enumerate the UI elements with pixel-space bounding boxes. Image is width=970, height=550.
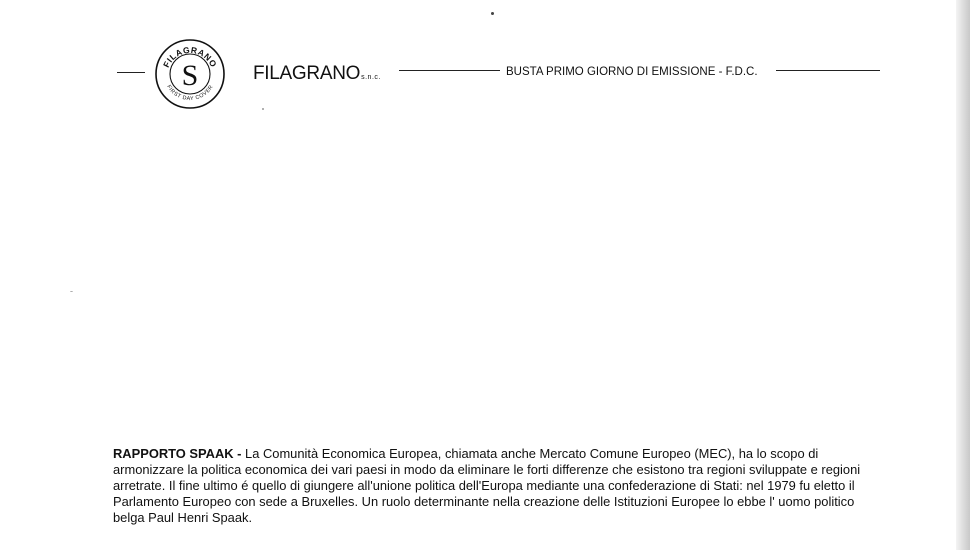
brand-name bbox=[253, 63, 381, 85]
note-title: RAPPORTO SPAAK - bbox=[113, 446, 242, 461]
brand-name-text: FILAGRANO bbox=[253, 63, 361, 84]
fdc-tagline: BUSTA PRIMO GIORNO DI EMISSIONE - F.D.C. bbox=[506, 66, 758, 78]
header-rule-middle bbox=[399, 70, 500, 71]
paper-speck bbox=[262, 108, 264, 110]
seal-ring-top-text: FILAGRANO bbox=[161, 44, 219, 70]
header-rule-left bbox=[117, 72, 145, 73]
envelope-edge-shadow bbox=[956, 0, 970, 550]
seal-monogram: S bbox=[181, 59, 199, 92]
filagrano-first-day-cover-seal-icon bbox=[154, 38, 226, 110]
paper-speck bbox=[70, 291, 73, 292]
spaak-note-paragraph bbox=[113, 446, 873, 526]
paper-speck bbox=[491, 12, 494, 15]
seal-ring-bottom-text: FIRST DAY COVER bbox=[165, 84, 215, 103]
brand-suffix: s.n.c. bbox=[361, 74, 381, 81]
note-text: La Comunità Economica Europea, chiamata anche Mercato Comune Europeo (MEC), ha lo scopo di armonizzare la politica economica dei vari paesi in modo da eliminare le forti differenze che esistono tra regioni sviluppate e regioni arretrate. Il fine ultimo é quello di giungere all'unione politica dell'Europa mediante una confederazione di Stati: nel 1979 fu eletto il Parlamento Europeo con sede a Bruxelles. Un ruolo determinante nella creazione delle Istituzioni Europee lo ebbe l' uomo politico belga Paul Henri Spaak. bbox=[113, 446, 861, 525]
header-rule-right bbox=[776, 70, 880, 71]
